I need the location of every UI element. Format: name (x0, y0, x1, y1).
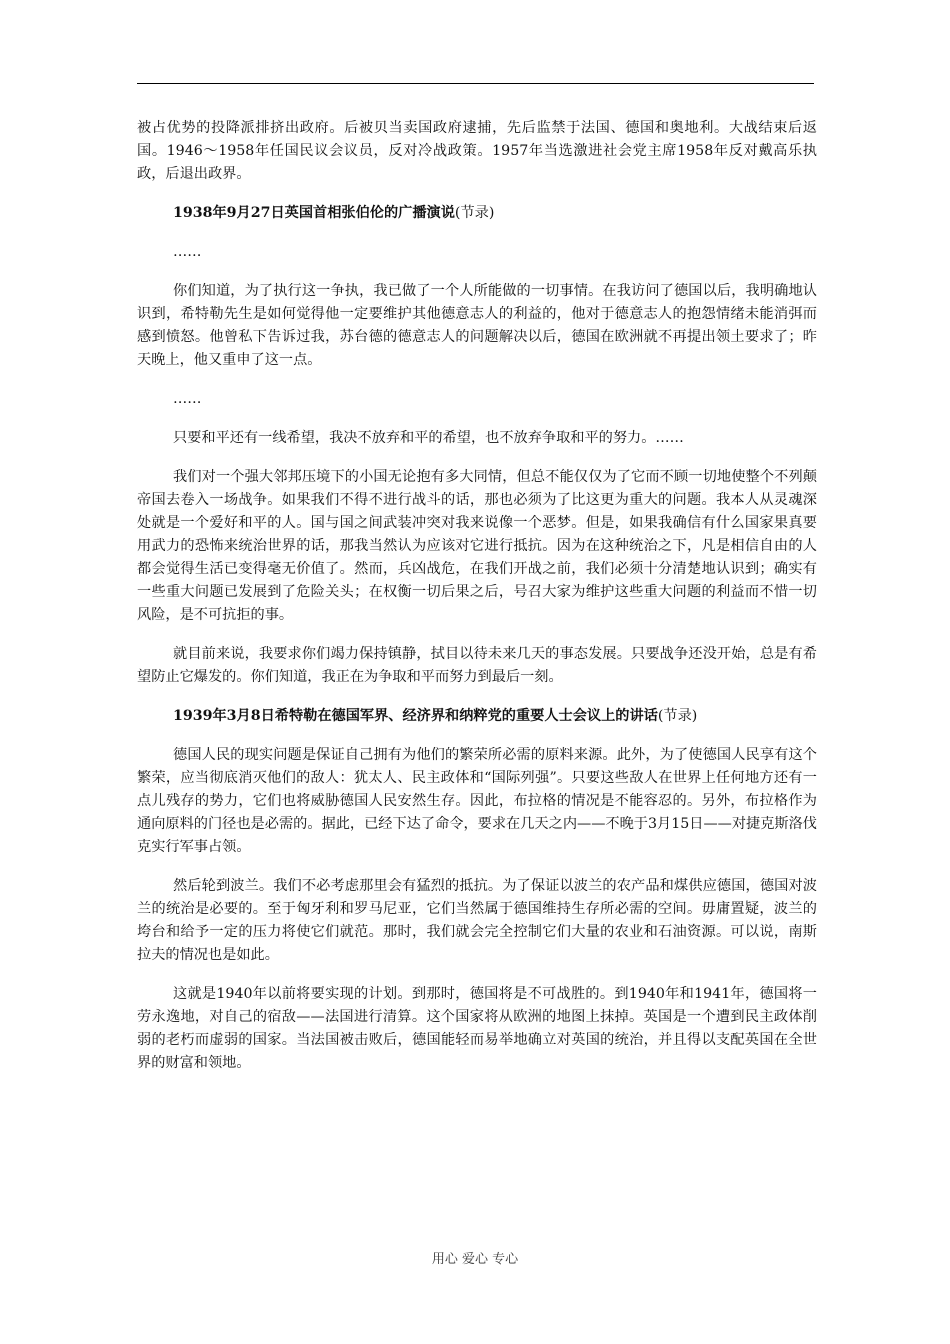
document-body (137, 117, 817, 1075)
header-rule (137, 83, 814, 84)
section2-paragraph-2: 然后轮到波兰。我们不必考虑那里会有猛烈的抵抗。为了保证以波兰的农产品和煤供应德国，德国对波兰的统治是必要的。至于匈牙利和罗马尼亚，它们当然属于德国维持生存所必需的空间。毋庸置疑，波兰的垮台和给予一定的压力将使它们就范。那时，我们就会完全控制它们大量的农业和石油资源。可以说，南斯拉夫的情况也是如此。 (137, 878, 817, 963)
section2-paragraph-3: 这就是1940年以前将要实现的计划。到那时，德国将是不可战胜的。到1940年和1941年，德国将一劳永逸地，对自己的宿敌——法国进行清算。这个国家将从欧洲的地图上抹掉。英国是一个遭到民主政体削弱的老朽而虚弱的国家。当法国被击败后，德国能轻而易举地确立对英国的统治，并且得以支配英国在全世界的财富和领地。 (137, 986, 817, 1071)
section1-paragraph-3: 我们对一个强大邻邦压境下的小国无论抱有多大同情，但总不能仅仅为了它而不顾一切地使整个不列颠帝国去卷入一场战争。如果我们不得不进行战斗的话，那也必须为了比这更为重大的问题。我本人从灵魂深处就是一个爱好和平的人。国与国之间武装冲突对我来说像一个恶梦。但是，如果我确信有什么国家果真要用武力的恐怖来统治世界的话，那我当然认为应该对它进行抵抗。因为在这种统治之下，凡是相信自由的人都会觉得生活已变得毫无价值了。然而，兵凶战危，在我们开战之前，我们必须十分清楚地认识到；确实有一些重大问题已发展到了危险关头；在权衡一切后果之后，号召大家为维护这些重大问题的利益而不惜一切风险，是不可抗拒的事。 (137, 469, 817, 623)
section1-heading-title: 1938年9月27日英国首相张伯伦的广播演说 (173, 205, 455, 221)
section1-heading (137, 202, 817, 225)
section1-ellipsis-1: …… (173, 244, 202, 260)
section1-paragraph-4: 就目前来说，我要求你们竭力保持镇静，拭目以待未来几天的事态发展。只要战争还没开始，总是有希望防止它爆发的。你们知道，我正在为争取和平而努力到最后一刻。 (137, 646, 817, 685)
section2-paragraph-1: 德国人民的现实问题是保证自己拥有为他们的繁荣所必需的原料来源。此外，为了使德国人民享有这个繁荣，应当彻底消灭他们的敌人：犹太人、民主政体和“国际列强”。只要这些敌人在世界上任何地方还有一点儿残存的势力，它们也将威胁德国人民安然生存。因此，布拉格的情况是不能容忍的。另外，布拉格作为通向原料的门径也是必需的。据此，已经下达了命令，要求在几天之内——不晚于3月15日——对捷克斯洛伐克实行军事占领。 (137, 747, 817, 855)
section1-paragraph-1: 你们知道，为了执行这一争执，我已做了一个人所能做的一切事情。在我访问了德国以后，我明确地认识到，希特勒先生是如何觉得他一定要维护其他德意志人的利益的，他对于德意志人的抱怨情绪未能消弭而感到愤怒。他曾私下告诉过我，苏台德的德意志人的问题解决以后，德国在欧洲就不再提出领土要求了；昨天晚上，他又重申了这一点。 (137, 283, 817, 368)
section2-heading-title: 1939年3月8日希特勒在德国军界、经济界和纳粹党的重要人士会议上的讲话 (173, 708, 658, 724)
top-paragraph: 被占优势的投降派排挤出政府。后被贝当卖国政府逮捕，先后监禁于法国、德国和奥地利。大战结束后返国。1946～1958年任国民议会议员，反对冷战政策。1957年当选激进社会党主席1958年反对戴高乐执政，后退出政界。 (137, 120, 817, 182)
section2-heading (137, 705, 817, 728)
section2-heading-suffix: (节录) (657, 708, 698, 724)
section1-heading-suffix: (节录) (454, 205, 495, 221)
section1-paragraph-2: 只要和平还有一线希望，我决不放弃和平的希望，也不放弃争取和平的努力。…… (173, 430, 684, 446)
section1-ellipsis-2: …… (173, 391, 202, 407)
page-footer: 用心 爱心 专心 (431, 1252, 519, 1267)
